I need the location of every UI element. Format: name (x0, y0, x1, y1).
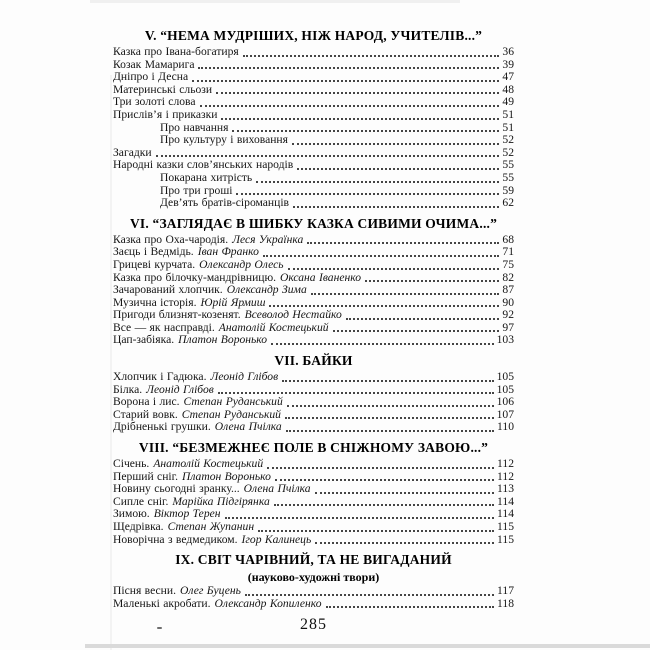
entry-author: Олександр Олесь (199, 257, 284, 271)
dot-leader (285, 417, 494, 419)
toc (113, 28, 514, 610)
entry-author: Віктор Терен (153, 507, 221, 521)
scan-speck-artifact (157, 627, 162, 629)
toc-entry (113, 109, 514, 122)
scan-edge-bottom-artifact (85, 644, 650, 648)
entry-title: Казка про Івана-богатиря (113, 45, 239, 58)
entry-title: Про культуру і виховання (160, 133, 288, 147)
dot-leader (263, 255, 499, 257)
dot-leader (297, 168, 499, 170)
entry-page-number: 55 (502, 158, 514, 172)
entry-title: Дніпро і Десна (113, 70, 189, 84)
dot-leader (307, 242, 499, 244)
dot-leader (286, 430, 494, 432)
toc-entry (113, 309, 514, 322)
dot-leader (315, 542, 494, 544)
entry-page-number: 52 (502, 145, 514, 159)
entry-page-number: 105 (496, 370, 514, 384)
dot-leader (346, 318, 500, 320)
dot-leader (225, 517, 495, 519)
entry-page-number: 103 (496, 333, 514, 347)
entry-page-number: 48 (502, 82, 514, 96)
entry-page-number: 114 (497, 494, 514, 508)
dot-leader (288, 268, 500, 270)
entry-title: Пісня весни. (113, 584, 176, 598)
entry-author: Олена Пчілка (214, 420, 282, 434)
entry-author: Всеволод Нестайко (244, 308, 342, 322)
dot-leader (333, 330, 500, 332)
dot-leader (198, 67, 499, 69)
entry-author: Олег Буцень (179, 584, 241, 598)
dot-leader (326, 606, 495, 608)
toc-entry (113, 483, 514, 496)
entry-author: Анатолій Костецький (153, 457, 264, 471)
entry-title: Маленькі акробати. (113, 596, 211, 610)
entry-page-number: 115 (497, 520, 514, 533)
entry-author: Олена Пчілка (243, 482, 311, 496)
dot-leader (293, 206, 499, 208)
entry-page-number: 82 (502, 270, 514, 284)
dot-leader (287, 405, 494, 407)
entry-title: Казка про Оха-чародія. (113, 232, 229, 246)
entry-title: Про навчання (160, 120, 229, 134)
dot-leader (232, 130, 499, 132)
section-subheading: (науково-художні твори) (247, 570, 380, 585)
entry-title: Заєць і Ведмідь. (113, 245, 194, 259)
entry-author: Платон Воронько (178, 333, 268, 347)
dot-leader (269, 305, 499, 307)
section-heading: VII. БАЙКИ (274, 353, 353, 369)
entry-title: Цап-забіяка. (113, 333, 175, 347)
entry-page-number: 87 (502, 283, 514, 297)
entry-author: Олександр Зима (226, 283, 307, 297)
dot-leader (311, 293, 500, 295)
entry-page-number: 112 (497, 469, 514, 483)
entry-page-number: 47 (502, 70, 514, 84)
dot-leader (271, 343, 494, 345)
entry-title: Про три гроші (160, 183, 233, 197)
entry-page-number: 90 (502, 295, 514, 309)
dot-leader (156, 155, 500, 157)
toc-entry (113, 197, 514, 210)
entry-page-number: 115 (497, 532, 514, 546)
entry-title: Зимою. (113, 507, 150, 521)
entry-title: Дрібненькі грушки. (113, 420, 211, 434)
entry-author: Марійка Підгірянка (172, 494, 270, 508)
entry-title: Прислів’я і приказки (113, 107, 218, 121)
dot-leader (267, 467, 494, 469)
toc-entry (113, 371, 514, 384)
entry-title: Щедрівка. (113, 520, 164, 533)
dot-leader (236, 193, 499, 195)
toc-entry (113, 421, 514, 434)
section-heading: VIII. “БЕЗМЕЖНЕЄ ПОЛЕ В СНІЖНОМУ ЗАВОЮ...” (138, 440, 489, 456)
entry-author: Ігор Калинець (241, 532, 312, 546)
entry-title: Материнські сльози (113, 82, 213, 96)
dot-leader (292, 143, 499, 145)
dot-leader (221, 118, 499, 120)
entry-title: Загадки (113, 145, 152, 159)
entry-page-number: 39 (502, 57, 514, 71)
entry-page-number: 97 (502, 320, 514, 334)
entry-title: Сипле сніг. (113, 494, 169, 508)
entry-author: Платон Воронько (181, 469, 271, 483)
entry-title: Грицеві курчата. (113, 257, 196, 271)
entry-page-number: 107 (496, 407, 514, 421)
entry-title: Новину сьогодні зранку... (113, 482, 240, 496)
toc-entry (113, 396, 514, 409)
entry-page-number: 52 (502, 133, 514, 147)
entry-page-number: 68 (502, 232, 514, 246)
toc-entry (113, 134, 514, 147)
dot-leader (256, 181, 499, 183)
entry-title: Старий вовк. (113, 407, 178, 421)
dot-leader (275, 479, 494, 481)
section-heading: IX. СВІТ ЧАРІВНИЙ, ТА НЕ ВИГАДАНИЙ (175, 552, 452, 568)
toc-entry (113, 534, 514, 547)
entry-page-number: 105 (496, 382, 514, 396)
section-heading: VI. “ЗАГЛЯДАЄ В ШИБКУ КАЗКА СИВИМИ ОЧИМА...” (129, 215, 498, 231)
toc-entry (113, 259, 514, 272)
entry-author: Леонід Глібов (210, 370, 279, 384)
entry-author: Степан Жупанин (167, 520, 255, 533)
toc-entry (113, 284, 514, 297)
toc-entry (113, 172, 514, 185)
scan-fold-line-artifact (110, 75, 112, 650)
entry-page-number: 49 (502, 95, 514, 109)
entry-title: Січень. (113, 457, 150, 471)
entry-page-number: 55 (502, 170, 514, 184)
entry-author: Леся Українка (232, 232, 304, 246)
entry-title: Казка про білочку-мандрівницю. (113, 270, 277, 284)
entry-title: Білка. (113, 382, 143, 396)
toc-entry (113, 71, 514, 84)
entry-title: Хлопчик і Гадюка. (113, 370, 207, 384)
toc-entry (113, 334, 514, 347)
dot-leader (243, 55, 500, 57)
dot-leader (282, 380, 494, 382)
entry-author: Анатолій Костецький (218, 320, 329, 334)
entry-title: Перший сніг. (113, 469, 178, 483)
entry-author: Іван Франко (197, 245, 259, 259)
toc-entry (113, 598, 514, 611)
entry-page-number: 36 (502, 45, 514, 58)
entry-page-number: 92 (502, 308, 514, 322)
entry-author: Степан Руданський (181, 407, 281, 421)
dot-leader (365, 280, 499, 282)
folio-page-number: 285 (300, 616, 327, 633)
entry-page-number: 71 (502, 245, 514, 259)
entry-title: Пригоди близнят-козенят. (113, 308, 241, 322)
entry-page-number: 75 (502, 257, 514, 271)
entry-title: Три золоті слова (113, 95, 196, 109)
toc-entry (113, 585, 514, 598)
entry-title: Новорічна з ведмедиком. (113, 532, 238, 546)
entry-page-number: 59 (502, 183, 514, 197)
entry-page-number: 113 (497, 482, 514, 496)
entry-title: Все — як насправді. (113, 320, 215, 334)
toc-entry (113, 521, 514, 534)
entry-page-number: 117 (497, 584, 514, 598)
entry-title: Покарана хитрість (160, 170, 253, 184)
entry-page-number: 110 (497, 420, 514, 434)
dot-leader (218, 392, 494, 394)
dot-leader (315, 492, 494, 494)
entry-author: Степан Руданський (183, 395, 283, 409)
entry-author: Леонід Глібов (146, 382, 214, 396)
entry-title: Козак Мамарига (113, 57, 195, 71)
entry-title: Ворона і лис. (113, 395, 180, 409)
entry-page-number: 114 (497, 507, 514, 521)
scan-edge-top-artifact (90, 0, 460, 3)
entry-page-number: 118 (497, 596, 514, 610)
entry-title: Зачарований хлопчик. (113, 283, 223, 297)
entry-title: Дев’ять братів-сіроманців (160, 196, 290, 210)
toc-entry (113, 46, 514, 59)
entry-author: Юрій Ярмиш (200, 295, 266, 309)
entry-title: Музична історія. (113, 295, 197, 309)
entry-author: Олександр Копиленко (214, 596, 322, 610)
dot-leader (216, 92, 499, 94)
entry-page-number: 112 (497, 457, 514, 471)
entry-page-number: 106 (496, 395, 514, 409)
section-heading: V. “НЕМА МУДРІШИХ, НІЖ НАРОД, УЧИТЕЛІВ...” (144, 28, 483, 43)
dot-leader (245, 594, 494, 596)
dot-leader (192, 80, 499, 82)
entry-page-number: 62 (502, 196, 514, 210)
dot-leader (274, 504, 494, 506)
entry-page-number: 51 (502, 107, 514, 121)
dot-leader (258, 530, 494, 532)
entry-author: Оксана Іваненко (280, 270, 362, 284)
dot-leader (200, 105, 500, 107)
entry-page-number: 51 (502, 120, 514, 134)
toc-entry (113, 458, 514, 471)
entry-title: Народні казки слов’янських народів (113, 158, 294, 172)
